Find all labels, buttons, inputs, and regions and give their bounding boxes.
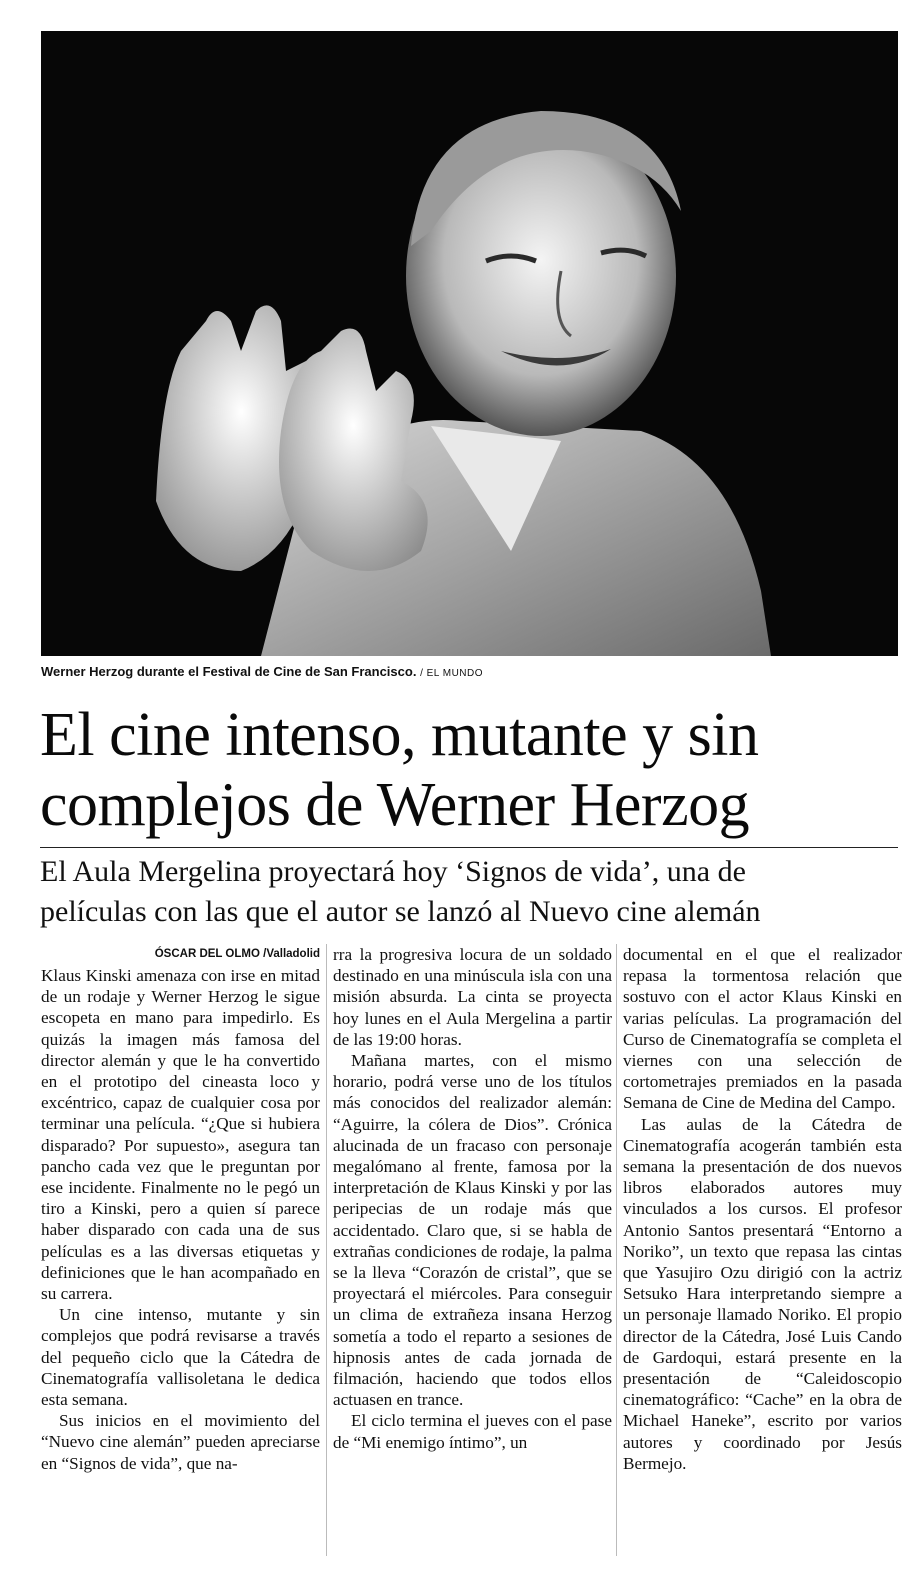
paragraph: Un cine intenso, mutante y sin complejos que podrá revisarse a través del pequeño ciclo que la Cátedra de Cinematografía vallisoletana le dedica esta semana. bbox=[41, 1305, 320, 1410]
headline-line-2: complejos de Werner Herzog bbox=[40, 771, 750, 839]
herzog-photo bbox=[41, 31, 898, 656]
paragraph: documental en el que el realizador repasa la tormentosa relación que sostuvo con el actor Klaus Kinski en varias películas. La programación del Curso de Cinematografía se completa el viernes con una selección de cortometrajes premiados en la pasada Semana de Cine de Medina del Campo. bbox=[623, 945, 902, 1113]
paragraph: Klaus Kinski amenaza con irse en mitad de un rodaje y Werner Herzog le sigue escopeta en mano para impedirlo. Es quizás la imagen más famosa del director alemán y que le ha convertido en el prototipo del cineasta loco y excéntrico, capaz de cualquier cosa por terminar una película. “¿Que si hubiera disparado? Por supuesto», asegura tan pancho cada vez que le preguntan por ese incidente. Finalmente no le pegó un tiro a Kinski, pero a quien sí parece haber disparado con cada una de sus películas es a las diversas etiquetas y definiciones que le han acompañado en su carrera. bbox=[41, 966, 320, 1304]
headline-line-1: El cine intenso, mutante y sin bbox=[40, 701, 759, 769]
portrait-illustration bbox=[41, 31, 898, 656]
byline: ÓSCAR DEL OLMO /Valladolid bbox=[154, 948, 320, 960]
photo-credit: / EL MUNDO bbox=[420, 668, 484, 679]
headline bbox=[40, 700, 900, 840]
paragraph: Sus inicios en el movimiento del “Nuevo cine alemán” pueden apreciarse en “Signos de vida”, que na- bbox=[41, 1411, 320, 1473]
subheadline-line-1: El Aula Mergelina proyectará hoy ‘Signos de vida’, una de bbox=[40, 855, 746, 888]
photo-caption bbox=[41, 663, 898, 683]
article-column-1 bbox=[41, 944, 320, 1474]
subheadline bbox=[40, 852, 900, 932]
article-column-3 bbox=[623, 944, 902, 1474]
subheadline-line-2: películas con las que el autor se lanzó al Nuevo cine alemán bbox=[40, 895, 761, 928]
paragraph: rra la progresiva locura de un soldado destinado en una minúscula isla con una misión absurda. La cinta se proyecta hoy lunes en el Aula Mergelina a partir de las 19:00 horas. bbox=[333, 945, 612, 1049]
paragraph: El ciclo termina el jueves con el pase de “Mi enemigo íntimo”, un bbox=[333, 1411, 612, 1452]
column-divider bbox=[616, 944, 617, 1556]
paragraph: Mañana martes, con el mismo horario, podrá verse uno de los títulos más conocidos del realizador alemán: “Aguirre, la cólera de Dios”. Crónica alucinada de un fracaso con personaje megalómano al frente, famosa por la interpretación de Klaus Kinski y por las peripecias de un rodaje más que accidentado. Claro que, si se habla de extrañas condiciones de rodaje, la palma se la lleva “Corazón de cristal”, que se proyectará el miércoles. Para conseguir un clima de extrañeza insana Herzog sometía a todo el reparto a sesiones de hipnosis antes de cada jornada de filmación, haciendo que todos ellos actuasen en trance. bbox=[333, 1051, 612, 1410]
headline-rule bbox=[40, 847, 898, 848]
article-column-2 bbox=[333, 944, 612, 1453]
caption-text: Werner Herzog durante el Festival de Cine de San Francisco. bbox=[41, 664, 417, 679]
column-divider bbox=[326, 944, 327, 1556]
paragraph: Las aulas de la Cátedra de Cinematografía acogerán también esta semana la presentación de dos nuevos libros elaborados autores muy vinculados a los cursos. El profesor Antonio Santos presentará “Entorno a Noriko”, un texto que repasa las cintas que Yasujiro Ozu dirigió con la actriz Setsuko Hara interpretando siempre a un personaje llamado Noriko. El propio director de la Cátedra, José Luis Cando de Gardoqui, estará presente en la presentación de “Caleidoscopio cinematográfico: “Cache” en la obra de Michael Haneke”, escrito por varios autores y coordinado por Jesús Bermejo. bbox=[623, 1114, 902, 1473]
